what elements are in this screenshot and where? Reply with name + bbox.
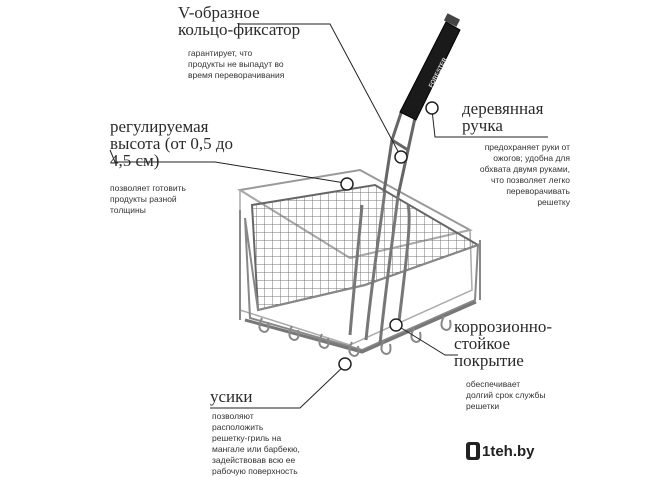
marker-coating: [390, 319, 402, 331]
callout-handle: [440, 100, 570, 208]
watermark: [466, 440, 535, 462]
watermark-logo-icon: [466, 442, 480, 460]
callout-height-title: регулируемая высота (от 0,5 до 4,5 см): [110, 117, 233, 170]
callout-legs-title: усики: [210, 387, 253, 406]
callout-ring: [178, 4, 338, 81]
callout-legs-desc: позволяют расположить решетку-гриль на мангале или барбекю, задействовав всю ее рабочую поверхность: [212, 411, 300, 476]
callout-coating-title: коррозионно- стойкое покрытие: [454, 317, 553, 370]
callout-coating-desc: обеспечивает долгий срок службы решетки: [466, 379, 546, 411]
callout-ring-desc: гарантирует, что продукты не выпадут во время переворачивания: [188, 48, 285, 80]
callout-handle-title: деревянная ручка: [462, 99, 544, 135]
callout-ring-title: V-образное кольцо-фиксатор: [178, 3, 301, 39]
marker-height: [341, 178, 353, 190]
watermark-text: 1teh.by: [482, 442, 535, 460]
marker-legs: [339, 358, 351, 370]
callout-height: [110, 118, 280, 216]
callout-height-desc: позволяет готовить продукты разной толщины: [110, 183, 186, 215]
marker-handle: [426, 102, 438, 114]
marker-ring: [395, 151, 407, 163]
callout-coating: [454, 318, 594, 412]
callout-handle-desc: предохраняет руки от ожогов; удобна для обхвата двумя руками, что позволяет легко переворачивать решетку: [479, 142, 570, 207]
callout-legs: [210, 388, 350, 477]
handle-brand-text: FORESTER: [428, 57, 449, 89]
